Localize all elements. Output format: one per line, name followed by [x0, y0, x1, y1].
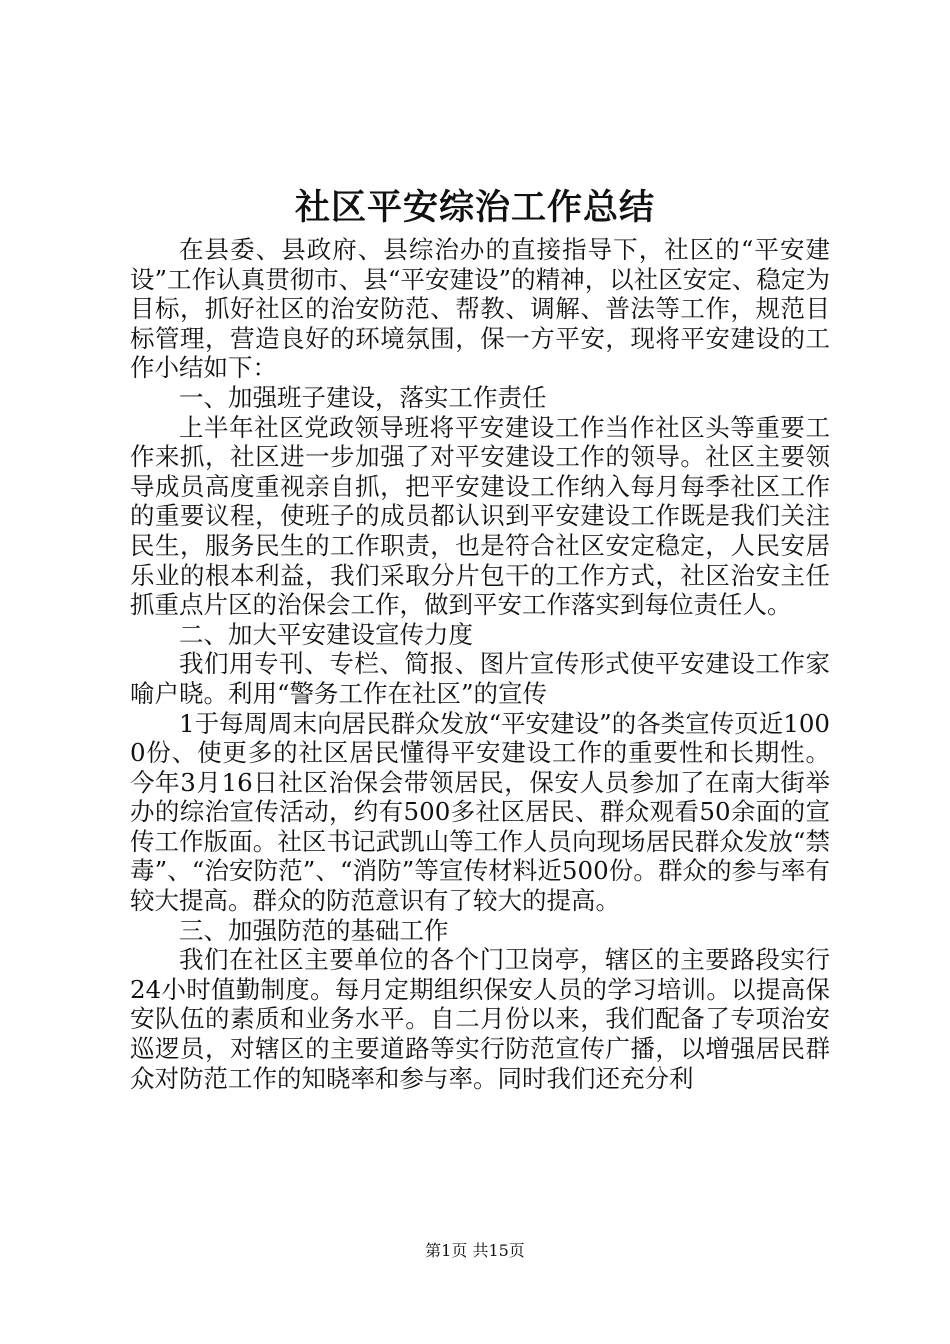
- page-number-footer: 第1页 共15页: [425, 1241, 525, 1260]
- body-paragraph-1: 上半年社区党政领导班将平安建设工作当作社区头等重要工作来抓，社区进一步加强了对平安建设工作的领导。社区主要领导成员高度重视亲自抓，把平安建设工作纳入每月每季社区工作的重要议程，使班子的成员都认识到平安建设工作既是我们关注民生，服务民生的工作职责，也是符合社区安定稳定，人民安居乐业的根本利益，我们采取分片包干的工作方式，社区治安主任抓重点片区的治保会工作，做到平安工作落实到每位责任人。: [130, 412, 830, 620]
- body-paragraph-3: 1于每周周末向居民群众发放“平安建设”的各类宣传页近1000份、使更多的社区居民懂得平安建设工作的重要性和长期性。今年3月16日社区治保会带领居民，保安人员参加了在南大街举办的综治宣传活动，约有500多社区居民、群众观看50余面的宣传工作版面。社区书记武凯山等工作人员向现场居民群众发放“禁毒”、“治安防范”、“消防”等宣传材料近500份。群众的参与率有较大提高。群众的防范意识有了较大的提高。: [130, 708, 830, 916]
- document-body: [130, 235, 830, 1093]
- section-heading-2: 二、加大平安建设宣传力度: [179, 619, 473, 649]
- intro-paragraph: 在县委、县政府、县综治办的直接指导下，社区的“平安建设”工作认真贯彻市、县“平安建设”的精神，以社区安定、稳定为目标，抓好社区的治安防范、帮教、调解、普法等工作，规范目标管理，营造良好的环境氛围，保一方平安，现将平安建设的工作小结如下：: [130, 235, 830, 383]
- section-heading-1: 一、加强班子建设，落实工作责任: [179, 382, 547, 412]
- body-paragraph-2: 我们用专刊、专栏、简报、图片宣传形式使平安建设工作家喻户晓。利用“警务工作在社区”的宣传: [130, 649, 830, 708]
- body-paragraph-4: 我们在社区主要单位的各个门卫岗亭，辖区的主要路段实行24小时值勤制度。每月定期组织保安人员的学习培训。以提高保安队伍的素质和业务水平。自二月份以来，我们配备了专项治安巡逻员，对辖区的主要道路等实行防范宣传广播，以增强居民群众对防范工作的知晓率和参与率。同时我们还充分利: [130, 945, 830, 1093]
- section-heading-3: 三、加强防范的基础工作: [179, 915, 449, 945]
- page-title: 社区平安综治工作总结: [294, 187, 655, 228]
